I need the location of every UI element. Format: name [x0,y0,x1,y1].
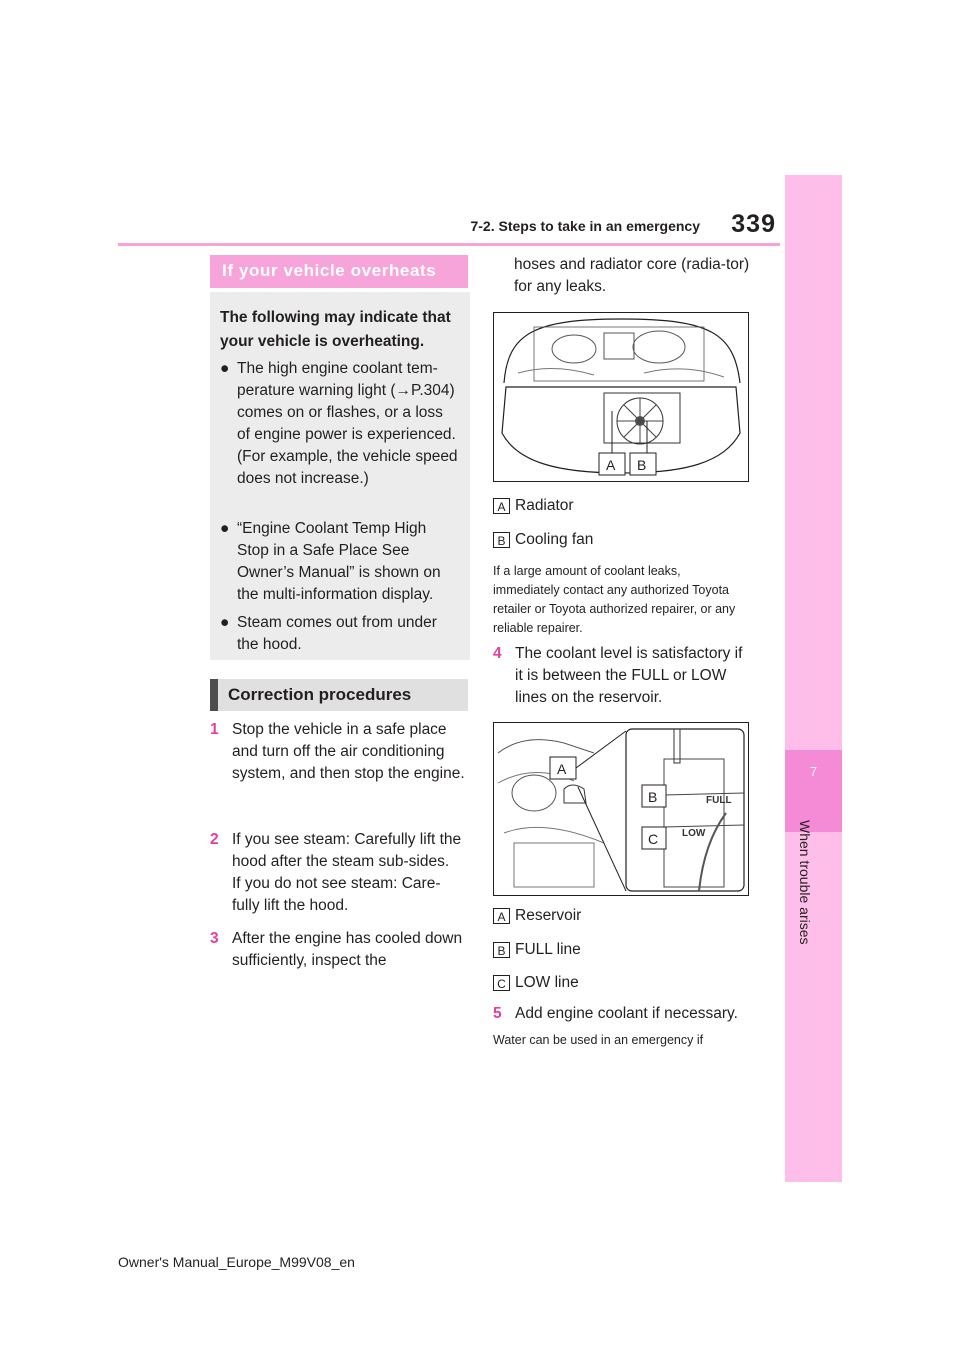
legend-key: B [493,942,510,958]
step-number: 5 [493,1005,502,1022]
bullet-dot-icon: ● [220,360,230,377]
bullet-text: Steam comes out from under the hood. [237,614,437,653]
step-1 [210,719,465,785]
step-4 [493,643,748,709]
step-3-continued: hoses and radiator core (radia-tor) for any leaks. [514,256,750,295]
overheat-heading [210,255,468,288]
engine-bay-figure [493,312,749,482]
page-number: 339 [731,210,776,238]
legend-key: C [493,975,510,991]
header-rule [118,243,780,246]
step-3 [210,928,465,972]
bullet-dot-icon: ● [220,614,230,631]
chapter-number: 7 [809,764,818,779]
coolant-leak-note: If a large amount of coolant leaks, immediately contact any authorized Toyota retailer or Toyota authorized repairer, or any reliable repairer. [493,564,736,635]
engine-bay-illustration [494,313,748,481]
manual-footer: Owner's Manual_Europe_M99V08_en [118,1254,355,1270]
step-number: 3 [210,930,219,947]
low-mark: LOW [682,828,706,839]
legend-key: B [493,532,510,548]
figure2-callout-c: C [648,831,659,847]
figure2-callout-a: A [557,761,567,777]
step-number: 4 [493,645,502,662]
indicator-bullet [220,518,460,606]
step-text: Stop the vehicle in a safe place and turn off the air conditioning system, and then stop the engine. [232,721,465,782]
overheat-indicator-box [210,292,470,660]
reservoir-illustration [494,723,748,895]
correction-heading-text: Correction procedures [228,685,412,704]
figure1-callout-a: A [606,457,616,473]
legend-label: Reservoir [515,907,582,924]
step-text: After the engine has cooled down sufficiently, inspect the [232,930,463,969]
step-5 [493,1003,748,1025]
bullet-text: “Engine Coolant Temp High Stop in a Safe Place See Owner’s Manual” is shown on the multi-information display. [237,520,441,603]
figure1-callout-b: B [637,457,647,473]
indicator-bullet [220,358,460,490]
legend-label: Radiator [515,497,574,514]
correction-heading [210,679,468,711]
legend-label: FULL line [515,941,581,958]
step-number: 1 [210,721,219,738]
chapter-side-tab [785,175,842,1182]
step-number: 2 [210,831,219,848]
reservoir-figure [493,722,749,896]
step-text: The coolant level is satisfactory if it is between the FULL or LOW lines on the reservoir. [515,645,743,706]
figure2-callout-b: B [648,789,658,805]
bullet-dot-icon: ● [220,520,230,537]
step-text: Add engine coolant if necessary. [515,1005,738,1022]
legend-label: LOW line [515,974,579,991]
legend-label: Cooling fan [515,531,594,548]
indicator-bullet [220,612,460,656]
step-text-alt: If you do not see steam: Care-fully lift the hood. [232,875,441,914]
water-emergency-note: Water can be used in an emergency if [493,1033,704,1047]
figure2-legend-a [493,906,693,926]
legend-key: A [493,908,510,924]
section-title: 7-2. Steps to take in an emergency [470,218,700,234]
figure1-legend-b [493,530,693,550]
step-2 [210,829,465,917]
figure1-legend-a [493,496,693,516]
figure2-legend-b [493,940,693,960]
step-text: If you see steam: Carefully lift the hood after the steam sub-sides. [232,831,462,870]
chapter-title: When trouble arises [797,820,813,945]
figure2-legend-c [493,973,693,993]
indicator-intro: The following may indicate that your vehicle is overheating. [220,309,451,350]
overheat-heading-text: If your vehicle overheats [222,261,437,280]
bullet-text: The high engine coolant tem-perature warning light (→P.304) comes on or flashes, or a loss of engine power is experienced. (For example, the vehicle speed does not increase.) [237,360,458,487]
chapter-number-tab [785,750,842,832]
legend-key: A [493,498,510,514]
full-mark: FULL [706,795,732,806]
